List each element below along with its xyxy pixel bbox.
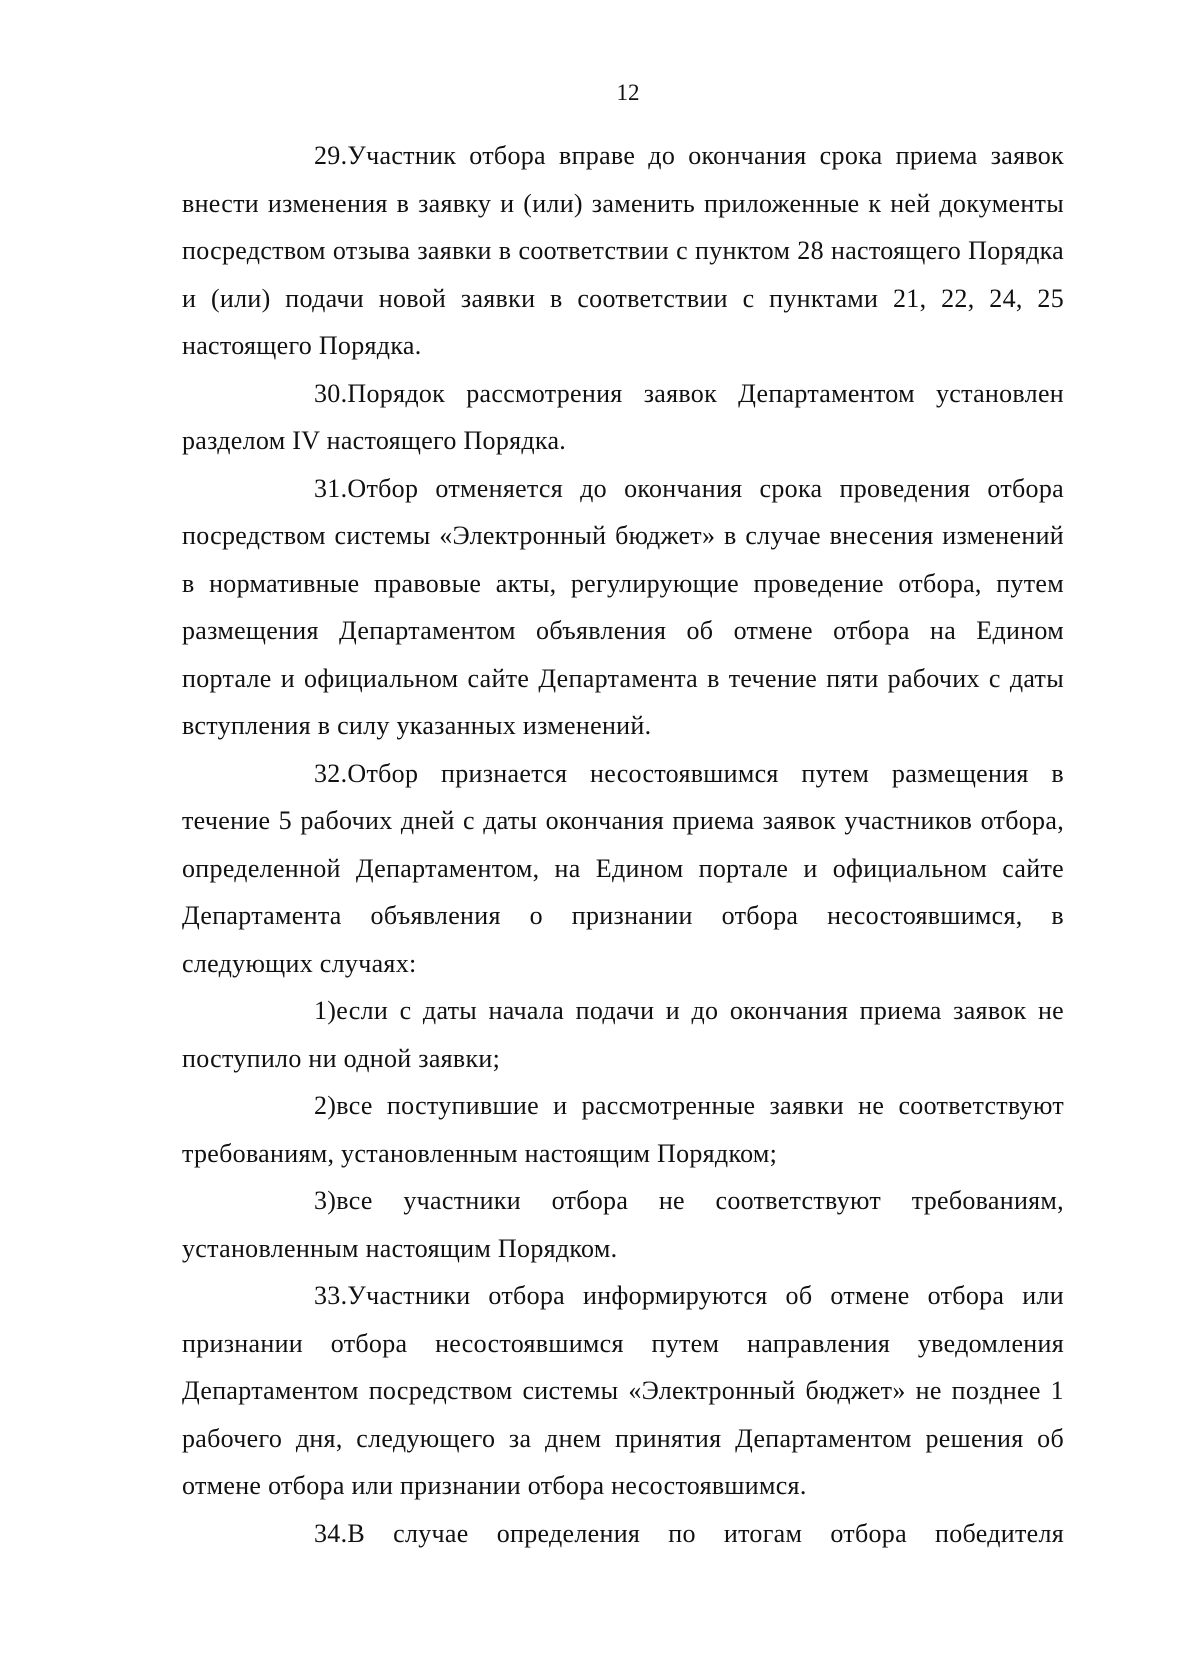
clause-number: 32. — [314, 758, 348, 788]
clause-number: 31. — [314, 473, 348, 503]
subclause-number: 2) — [314, 1091, 337, 1120]
clause-number: 34. — [314, 1518, 348, 1548]
clause-30 — [182, 370, 1064, 465]
subclause-text: все поступившие и рассмотренные заявки не соответствуют требованиям, установленным настоящим Порядком; — [182, 1091, 1064, 1168]
document-body — [182, 132, 1064, 1557]
clause-33 — [182, 1272, 1064, 1510]
clause-text: В случае определения по итогам отбора победителя — [347, 1518, 1064, 1548]
subclause-text: все участники отбора не соответствуют требованиям, установленным настоящим Порядком. — [182, 1186, 1064, 1263]
clause-text: Участник отбора вправе до окончания срока приема заявок внести изменения в заявку и (или) заменить приложенные к ней документы посредством отзыва заявки в соответствии с пунктом 28 настоящего Порядка и (или) подачи новой заявки в соответствии с пунктами 21, 22, 24, 25 настоящего Порядка. — [182, 141, 1064, 360]
clause-number: 29. — [314, 141, 348, 170]
clause-number: 33. — [314, 1281, 348, 1310]
clause-31 — [182, 465, 1064, 750]
clause-text: Порядок рассмотрения заявок Департаментом установлен разделом IV настоящего Порядка. — [182, 378, 1064, 455]
subclause-number: 1) — [314, 996, 337, 1025]
subclause-3 — [182, 1177, 1064, 1272]
clause-number: 30. — [314, 378, 348, 408]
clause-text: Участники отбора информируются об отмене отбора или признании отбора несостоявшимся путем направления уведомления Департаментом посредством системы «Электронный бюджет» не позднее 1 рабочего дня, следующего за днем принятия Департаментом решения об отмене отбора или признании отбора несостоявшимся. — [182, 1281, 1064, 1500]
subclause-1 — [182, 987, 1064, 1082]
subclause-2 — [182, 1082, 1064, 1177]
subclause-number: 3) — [314, 1186, 337, 1215]
page-number: 12 — [616, 80, 640, 105]
clause-32 — [182, 750, 1064, 988]
clause-text: Отбор признается несостоявшимся путем размещения в течение 5 рабочих дней с даты окончания приема заявок участников отбора, определенной Департаментом, на Едином портале и официальном сайте Департамента объявления о признании отбора несостоявшимся, в следующих случаях: — [182, 758, 1064, 978]
clause-text: Отбор отменяется до окончания срока проведения отбора посредством системы «Электронный бюджет» в случае внесения изменений в нормативные правовые акты, регулирующие проведение отбора, путем размещения Департаментом объявления об отмене отбора на Едином портале и официальном сайте Департамента в течение пяти рабочих с даты вступления в силу указанных изменений. — [182, 473, 1064, 740]
clause-34 — [182, 1510, 1064, 1558]
clause-29 — [182, 132, 1064, 370]
subclause-text: если с даты начала подачи и до окончания приема заявок не поступило ни одной заявки; — [182, 996, 1064, 1073]
